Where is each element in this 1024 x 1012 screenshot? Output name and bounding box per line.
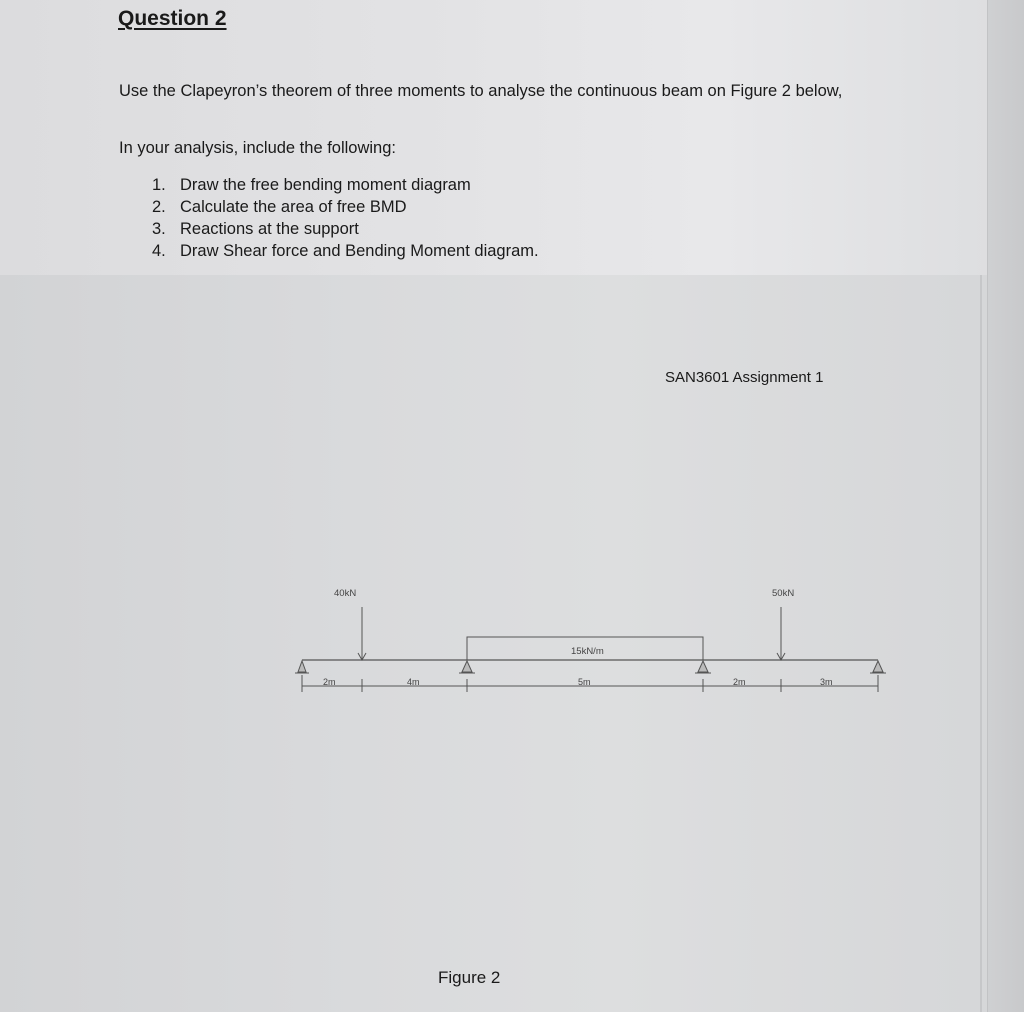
support-b-icon xyxy=(459,661,475,673)
span-label: 4m xyxy=(407,677,420,687)
analysis-label: In your analysis, include the following: xyxy=(119,139,396,157)
load-left-label: 40kN xyxy=(334,588,357,599)
span-label: 3m xyxy=(820,677,833,687)
load-left-arrow xyxy=(358,607,366,660)
span-label: 2m xyxy=(733,677,746,687)
list-item: 1. Draw the free bending moment diagram xyxy=(152,176,471,194)
load-right-label: 50kN xyxy=(772,588,795,599)
question-intro: Use the Clapeyron’s theorem of three moments to analyse the continuous beam on Figure 2 below, xyxy=(119,82,843,100)
span-label: 5m xyxy=(578,677,591,687)
page-right-edge xyxy=(987,0,1024,1012)
assignment-label: SAN3601 Assignment 1 xyxy=(665,369,824,386)
list-item: 3. Reactions at the support xyxy=(152,220,359,238)
task-list xyxy=(152,174,539,262)
list-item: 4. Draw Shear force and Bending Moment diagram. xyxy=(152,242,539,260)
beam-diagram xyxy=(290,575,890,700)
support-a-icon xyxy=(295,661,309,673)
figure-caption: Figure 2 xyxy=(438,968,501,987)
question-title: Question 2 xyxy=(118,7,227,30)
udl-label: 15kN/m xyxy=(571,646,604,657)
span-label: 2m xyxy=(323,677,336,687)
list-item: 2. Calculate the area of free BMD xyxy=(152,198,407,216)
sheet-edge xyxy=(980,275,982,1012)
load-right-arrow xyxy=(777,607,785,660)
support-c-icon xyxy=(695,661,711,673)
support-d-icon xyxy=(870,661,886,673)
